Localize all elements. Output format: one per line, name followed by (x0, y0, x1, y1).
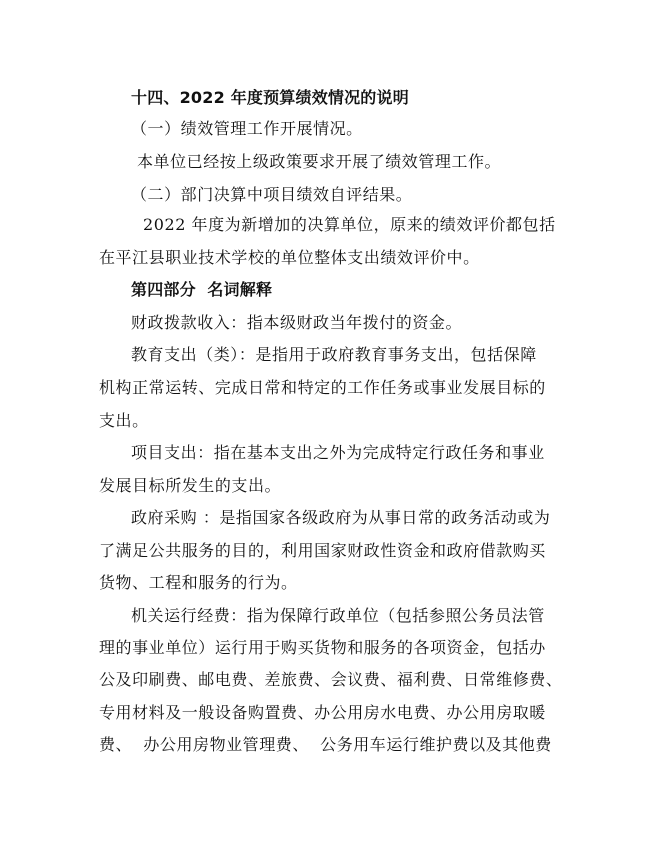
definition-project-line-1: 项目支出：指在基本支出之外为完成特定行政任务和事业 (131, 443, 545, 462)
definition-operating-line-5: 费、 办公用房物业管理费、 公务用车运行维护费以及其他费 (99, 735, 552, 754)
subsection-1-heading: （一）绩效管理工作开展情况。 (131, 119, 363, 138)
definition-education-line-2: 机构正常运转、完成日常和特定的工作任务或事业发展目标的 (99, 378, 546, 397)
subsection-2-heading: （二）部门决算中项目绩效自评结果。 (131, 185, 413, 204)
part-4-title: 第四部分 名词解释 (131, 280, 273, 299)
definition-education-line-1: 教育支出（类）：是指用于政府教育事务支出，包括保障 (131, 345, 537, 364)
definition-procurement-line-2: 了满足公共服务的目的，利用国家财政性资金和政府借款购买 (99, 541, 546, 560)
subsection-2-text-line-2: 在平江县职业技术学校的单位整体支出绩效评价中。 (99, 248, 480, 267)
definition-procurement-line-3: 货物、工程和服务的行为。 (99, 573, 298, 592)
definition-operating-line-4: 专用材料及一般设备购置费、办公用房水电费、办公用房取暖 (99, 703, 546, 722)
definition-operating-line-1: 机关运行经费：指为保障行政单位（包括参照公务员法管 (131, 606, 545, 625)
definition-operating-line-2: 理的事业单位）运行用于购买货物和服务的各项资金，包括办 (99, 638, 546, 657)
subsection-1-text: 本单位已经按上级政策要求开展了绩效管理工作。 (137, 152, 502, 171)
definition-fiscal-income: 财政拨款收入：指本级财政当年拨付的资金。 (131, 313, 463, 332)
definition-education-line-3: 支出。 (99, 411, 149, 430)
definition-project-line-2: 发展目标所发生的支出。 (99, 476, 282, 495)
definition-procurement-line-1: 政府采购 ：是指国家各级政府为从事日常的政务活动或为 (131, 508, 551, 527)
subsection-2-text-line-1: 2022 年度为新增加的决算单位，原来的绩效评价都包括 (143, 215, 556, 234)
section-14-title: 十四、2022 年度预算绩效情况的说明 (131, 88, 409, 107)
definition-operating-line-3: 公及印刷费、邮电费、差旅费、会议费、福利费、日常维修费、 (99, 670, 563, 689)
